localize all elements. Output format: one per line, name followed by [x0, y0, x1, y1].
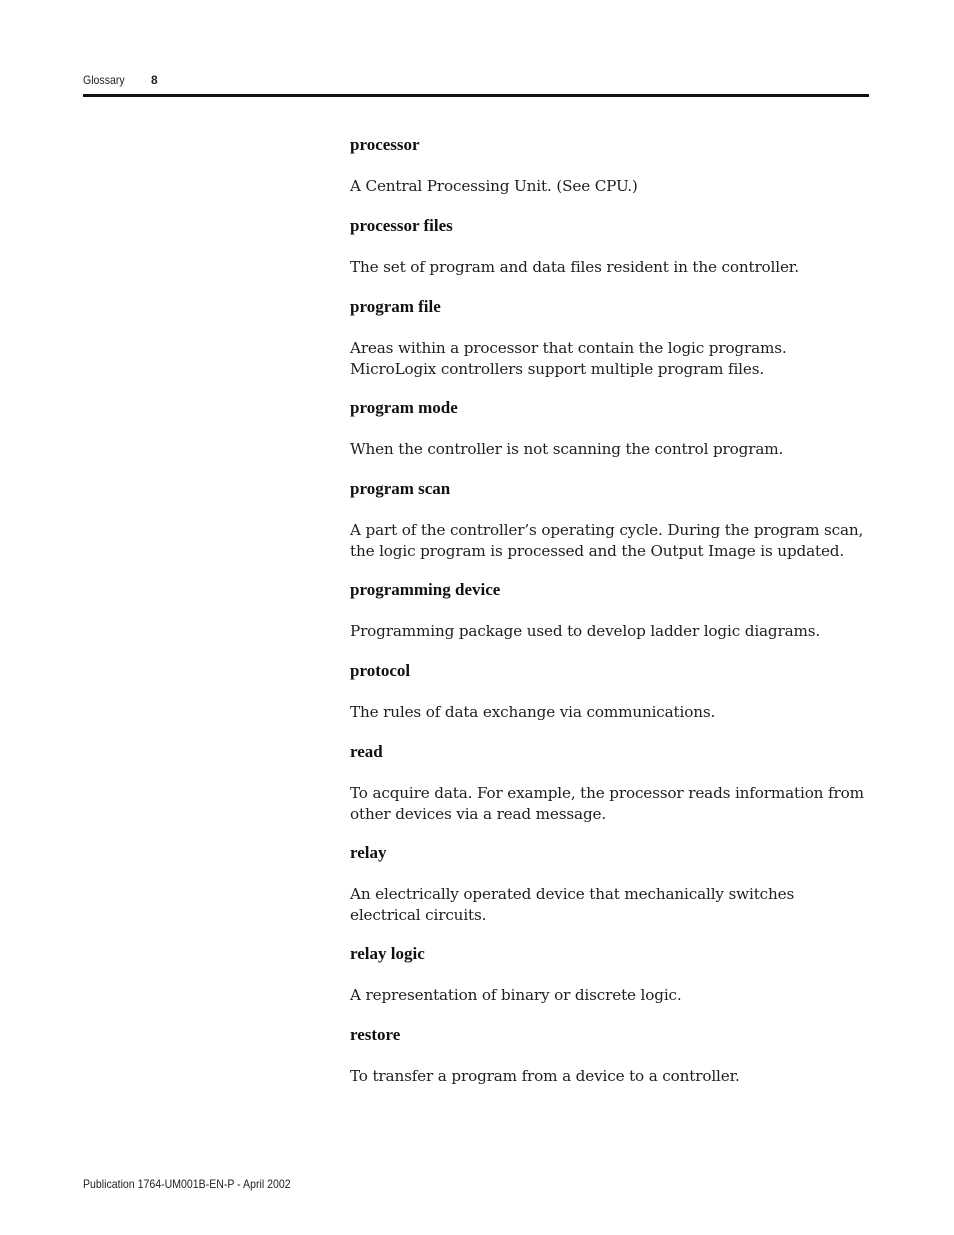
glossary-entry [350, 479, 865, 580]
glossary-definition: A Central Processing Unit. (See CPU.) [350, 177, 638, 195]
page-header [83, 72, 158, 88]
glossary-term: protocol [350, 661, 411, 680]
glossary-entry [350, 135, 865, 216]
glossary-term: relay logic [350, 944, 425, 963]
glossary-term: processor [350, 135, 420, 154]
page-number: 8 [151, 73, 158, 87]
glossary-term: read [350, 742, 383, 761]
glossary-list [350, 135, 865, 1106]
glossary-term: program mode [350, 398, 458, 417]
header-rule [83, 94, 869, 97]
section-title: Glossary [83, 73, 125, 87]
glossary-term: programming device [350, 580, 501, 599]
glossary-definition: Programming package used to develop ladder logic diagrams. [350, 622, 821, 640]
glossary-definition: Areas within a processor that contain the logic programs. MicroLogix controllers support multiple program files. [350, 339, 787, 378]
publication-footer: Publication 1764-UM001B-EN-P - April 2002 [83, 1177, 291, 1191]
glossary-definition: A part of the controller’s operating cycle. During the program scan, the logic program is processed and the Output Image is updated. [350, 521, 864, 560]
glossary-definition: The set of program and data files resident in the controller. [350, 258, 799, 276]
glossary-definition: To transfer a program from a device to a controller. [350, 1067, 740, 1085]
glossary-entry [350, 661, 865, 742]
glossary-term: program scan [350, 479, 451, 498]
glossary-term: processor files [350, 216, 453, 235]
glossary-term: program file [350, 297, 441, 316]
glossary-entry [350, 297, 865, 398]
glossary-entry [350, 843, 865, 944]
glossary-entry [350, 398, 865, 479]
glossary-entry [350, 216, 865, 297]
glossary-definition: When the controller is not scanning the control program. [350, 440, 784, 458]
glossary-entry [350, 742, 865, 843]
glossary-entry [350, 944, 865, 1025]
glossary-term: relay [350, 843, 387, 862]
glossary-entry [350, 1025, 865, 1106]
glossary-term: restore [350, 1025, 401, 1044]
glossary-entry [350, 580, 865, 661]
glossary-definition: A representation of binary or discrete logic. [350, 986, 682, 1004]
glossary-definition: To acquire data. For example, the processor reads information from other devices via a read message. [350, 784, 864, 823]
glossary-definition: The rules of data exchange via communications. [350, 703, 716, 721]
glossary-definition: An electrically operated device that mechanically switches electrical circuits. [350, 885, 795, 924]
